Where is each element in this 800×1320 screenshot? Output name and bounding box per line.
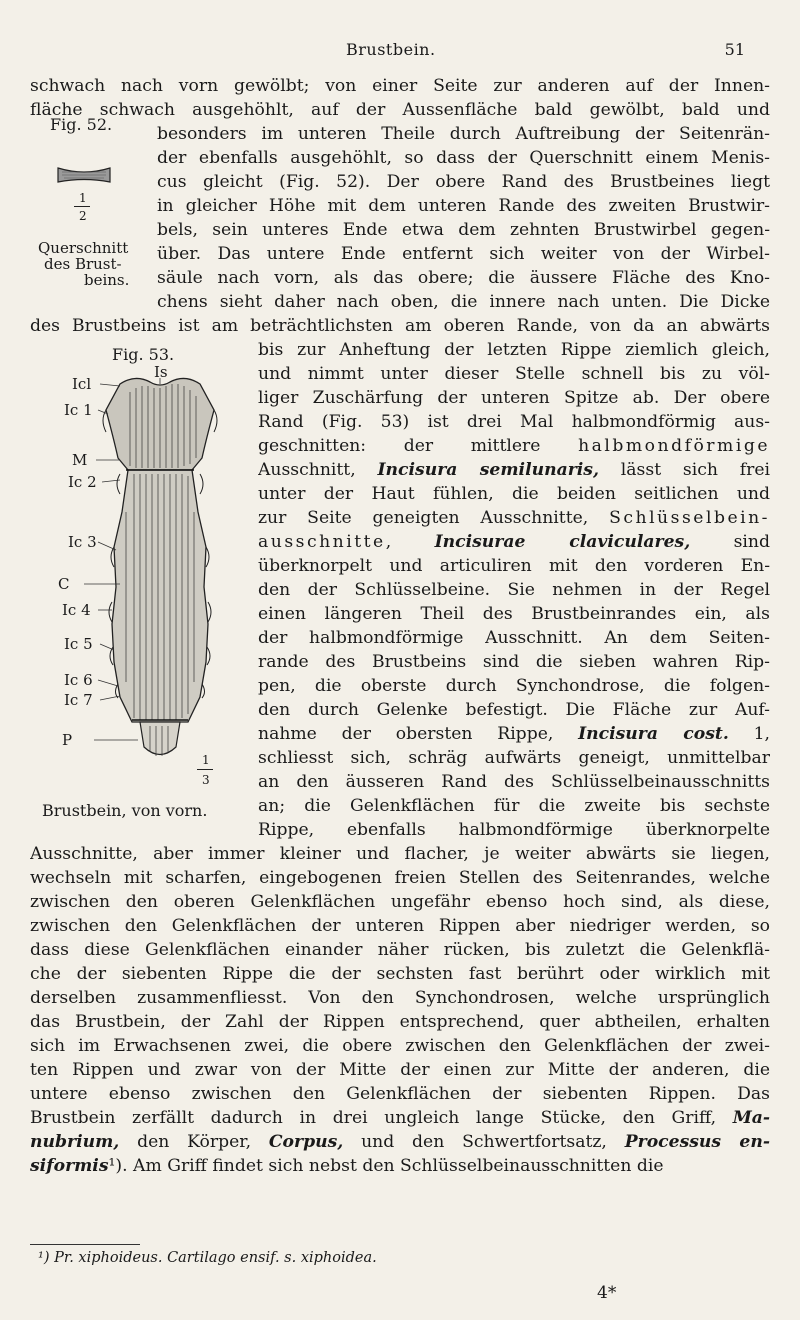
text-run: dass diese Gelenkflächen einander näher rücken, bis zuletzt die Gelenkflä- — [30, 940, 770, 960]
text-run: , — [385, 532, 435, 552]
text-line — [157, 146, 770, 170]
text-line — [30, 866, 770, 890]
text-run: sind — [690, 532, 770, 552]
text-line — [258, 482, 770, 506]
text-line — [30, 962, 770, 986]
text-run: untere ebenso zwischen den Gelenkflächen der siebenten Rippen. Das — [30, 1084, 770, 1104]
text-run: liger Zuschärfung der unteren Spitze ab. Der obere — [258, 388, 770, 408]
text-run: lässt sich frei — [598, 460, 770, 480]
text-line — [258, 530, 770, 554]
latin-term: Corpus, — [268, 1132, 344, 1152]
text-run: zur Seite geneigten Ausschnitte, — [258, 508, 610, 528]
footnote-mark: ¹) — [38, 1250, 50, 1266]
text-run: und nimmt unter dieser Stelle schnell bis zu völ- — [258, 364, 770, 384]
text-line — [258, 554, 770, 578]
latin-term: Incisura cost. — [578, 724, 729, 744]
text-run: wechseln mit scharfen, eingebogenen freien Stellen des Seitenrandes, welche — [30, 868, 770, 888]
fig53-label-m: M — [72, 451, 88, 469]
running-header — [0, 40, 800, 64]
text-line — [258, 338, 770, 362]
text-run: das Brustbein, der Zahl der Rippen entsprechend, quer abtheilen, erhalten — [30, 1012, 770, 1032]
text-line — [157, 242, 770, 266]
spaced-term: halbmondförmige — [578, 436, 770, 456]
text-line — [30, 1010, 770, 1034]
text-run: Ausschnitte, aber immer kleiner und flacher, je weiter abwärts sie liegen, — [30, 844, 770, 864]
fig53-label-ic4: Ic 4 — [62, 601, 91, 619]
text-line — [157, 170, 770, 194]
text-run: schwach nach vorn gewölbt; von einer Seite zur anderen auf der Innen- — [30, 76, 770, 96]
text-run: zwischen den oberen Gelenkflächen ungefähr ebenso hoch sind, als diese, — [30, 892, 770, 912]
text-run: pen, die oberste durch Synchondrose, die folgen- — [258, 676, 770, 696]
text-line — [258, 626, 770, 650]
text-run: nahme der obersten Rippe, — [258, 724, 579, 744]
text-run: cus gleicht (Fig. 52). Der obere Rand des Brustbeines liegt — [157, 172, 770, 192]
text-run: rande des Brustbeins sind die sieben wahren Rip- — [258, 652, 770, 672]
fig53-label-ic7: Ic 7 — [64, 691, 93, 709]
latin-term: nubrium, — [30, 1132, 120, 1152]
text-line — [30, 98, 770, 122]
fig53-label-is: Is — [154, 363, 168, 381]
text-line — [258, 722, 770, 746]
fig53-label-ic1: Ic 1 — [64, 401, 93, 419]
fig53-label-p: P — [62, 731, 73, 749]
latin-term: Ma- — [732, 1108, 770, 1128]
text-run: 1, — [728, 724, 770, 744]
text-line — [258, 746, 770, 770]
text-line — [30, 842, 770, 866]
latin-term: Incisura semilunaris, — [377, 460, 599, 480]
text-line — [157, 266, 770, 290]
text-run: den der Schlüsselbeine. Sie nehmen in der Regel — [258, 580, 770, 600]
fig53-label-c: C — [58, 575, 70, 593]
text-run: sich im Erwachsenen zwei, die obere zwischen den Gelenkflächen der zwei- — [30, 1036, 770, 1056]
text-run: der halbmondförmige Ausschnitt. An dem Seiten- — [258, 628, 770, 648]
text-run: fläche schwach ausgehöhlt, auf der Aussenfläche bald gewölbt, bald und — [30, 100, 770, 120]
text-line — [157, 122, 770, 146]
text-line — [258, 602, 770, 626]
text-line — [30, 938, 770, 962]
text-run: schliesst sich, schräg aufwärts geneigt, unmittelbar — [258, 748, 770, 768]
text-run: über. Das untere Ende entfernt sich weiter von der Wirbel- — [157, 244, 770, 264]
fig52-scale-num: 1 — [79, 191, 87, 205]
latin-term: Incisurae claviculares, — [434, 532, 691, 552]
text-line — [30, 74, 770, 98]
page-number: 51 — [724, 40, 745, 59]
text-run: säule nach vorn, als das obere; die äussere Fläche des Kno- — [157, 268, 770, 288]
text-line — [30, 1082, 770, 1106]
fig52-caption-line1: Querschnitt — [38, 239, 129, 257]
text-run: ¹). Am Griff findet sich nebst den Schlüsselbeinausschnitten die — [108, 1156, 664, 1176]
text-run: ten Rippen und zwar von der Mitte der einen zur Mitte der anderen, die — [30, 1060, 770, 1080]
text-run: bis zur Anheftung der letzten Rippe ziemlich gleich, — [258, 340, 770, 360]
text-line — [30, 1034, 770, 1058]
text-run: den durch Gelenke befestigt. Die Fläche zur Auf- — [258, 700, 770, 720]
fig53-scale-den: 3 — [202, 773, 210, 787]
text-line — [258, 410, 770, 434]
text-line — [30, 1106, 770, 1130]
text-run: in gleicher Höhe mit dem unteren Rande des zweiten Brustwir- — [157, 196, 770, 216]
text-line — [258, 794, 770, 818]
text-line — [30, 890, 770, 914]
fig52-caption-line2: des Brust- — [44, 255, 122, 273]
text-run: che der siebenten Rippe die der sechsten fast berührt oder wirklich mit — [30, 964, 770, 984]
text-line — [30, 986, 770, 1010]
fig53-caption: Brustbein, von vorn. — [42, 801, 208, 820]
text-line — [30, 914, 770, 938]
running-title: Brustbein. — [346, 40, 436, 59]
latin-term: siformis — [30, 1156, 109, 1176]
footnote-text: Pr. xiphoideus. Cartilago ensif. s. xiphoidea. — [54, 1250, 377, 1266]
fig52-caption-line3: beins. — [84, 271, 130, 289]
text-line — [258, 362, 770, 386]
text-line — [30, 1058, 770, 1082]
text-run: einen längeren Theil des Brustbeinrandes ein, als — [258, 604, 770, 624]
fig53-scale-num: 1 — [202, 753, 210, 767]
text-run: an den äusseren Rand des Schlüsselbeinausschnitts — [258, 772, 770, 792]
text-run: Rand (Fig. 53) ist drei Mal halbmondförmig aus- — [258, 412, 770, 432]
text-run: unter der Haut fühlen, die beiden seitlichen und — [258, 484, 770, 504]
text-line — [258, 578, 770, 602]
fig53-label-icl: Icl — [72, 375, 92, 393]
fig52-cross-section — [56, 166, 112, 186]
text-line — [258, 506, 770, 530]
text-run: überknorpelt und articuliren mit den vorderen En- — [258, 556, 770, 576]
text-run: des Brustbeins ist am beträchtlichsten am oberen Rande, von da an abwärts — [30, 316, 770, 336]
text-line — [258, 770, 770, 794]
footnote-rule — [30, 1244, 140, 1245]
text-run: geschnitten: der mittlere — [258, 436, 579, 456]
text-run: den Körper, — [119, 1132, 269, 1152]
text-line — [30, 1130, 770, 1154]
text-run: an; die Gelenkflächen für die zweite bis sechste — [258, 796, 770, 816]
text-run: chens sieht daher nach oben, die innere nach unten. Die Dicke — [157, 292, 770, 312]
fig53-label-ic6: Ic 6 — [64, 671, 93, 689]
text-line — [157, 194, 770, 218]
fig52-label: Fig. 52. — [50, 115, 113, 134]
text-line — [258, 818, 770, 842]
footnote — [38, 1250, 377, 1266]
spaced-term: ausschnitte — [258, 532, 386, 552]
text-line — [157, 218, 770, 242]
text-run: bels, sein unteres Ende etwa dem zehnten Brustwirbel gegen- — [157, 220, 770, 240]
fig53-label-ic2: Ic 2 — [68, 473, 97, 491]
text-run: und den Schwertfortsatz, — [343, 1132, 625, 1152]
text-line — [258, 674, 770, 698]
text-run: zwischen den Gelenkflächen der unteren Rippen aber niedriger werden, so — [30, 916, 770, 936]
spaced-term: Schlüsselbein- — [609, 508, 770, 528]
fig52-scale-den: 2 — [79, 209, 87, 223]
text-line — [157, 290, 770, 314]
text-line — [30, 1154, 770, 1178]
text-run: Rippe, ebenfalls halbmondförmige überknorpelte — [258, 820, 770, 840]
latin-term: Processus en- — [624, 1132, 770, 1152]
text-line — [258, 434, 770, 458]
text-line — [258, 698, 770, 722]
text-run: derselben zusammenfliesst. Von den Synchondrosen, welche ursprünglich — [30, 988, 770, 1008]
text-run: Brustbein zerfällt dadurch in drei ungleich lange Stücke, den Griff, — [30, 1108, 733, 1128]
fig52-scale-bar — [74, 206, 90, 207]
text-line — [30, 314, 770, 338]
text-run: besonders im unteren Theile durch Auftreibung der Seitenrän- — [157, 124, 770, 144]
fig53-label: Fig. 53. — [112, 345, 175, 364]
fig53-scale-bar — [197, 769, 213, 770]
fig53-label-ic3: Ic 3 — [68, 533, 97, 551]
text-line — [258, 650, 770, 674]
signature-mark: 4* — [597, 1283, 617, 1303]
fig53-label-ic5: Ic 5 — [64, 635, 93, 653]
text-line — [258, 458, 770, 482]
text-run: der ebenfalls ausgehöhlt, so dass der Querschnitt einem Menis- — [157, 148, 770, 168]
text-run: Ausschnitt, — [258, 460, 378, 480]
text-line — [258, 386, 770, 410]
fig53-sternum-drawing — [80, 362, 240, 767]
